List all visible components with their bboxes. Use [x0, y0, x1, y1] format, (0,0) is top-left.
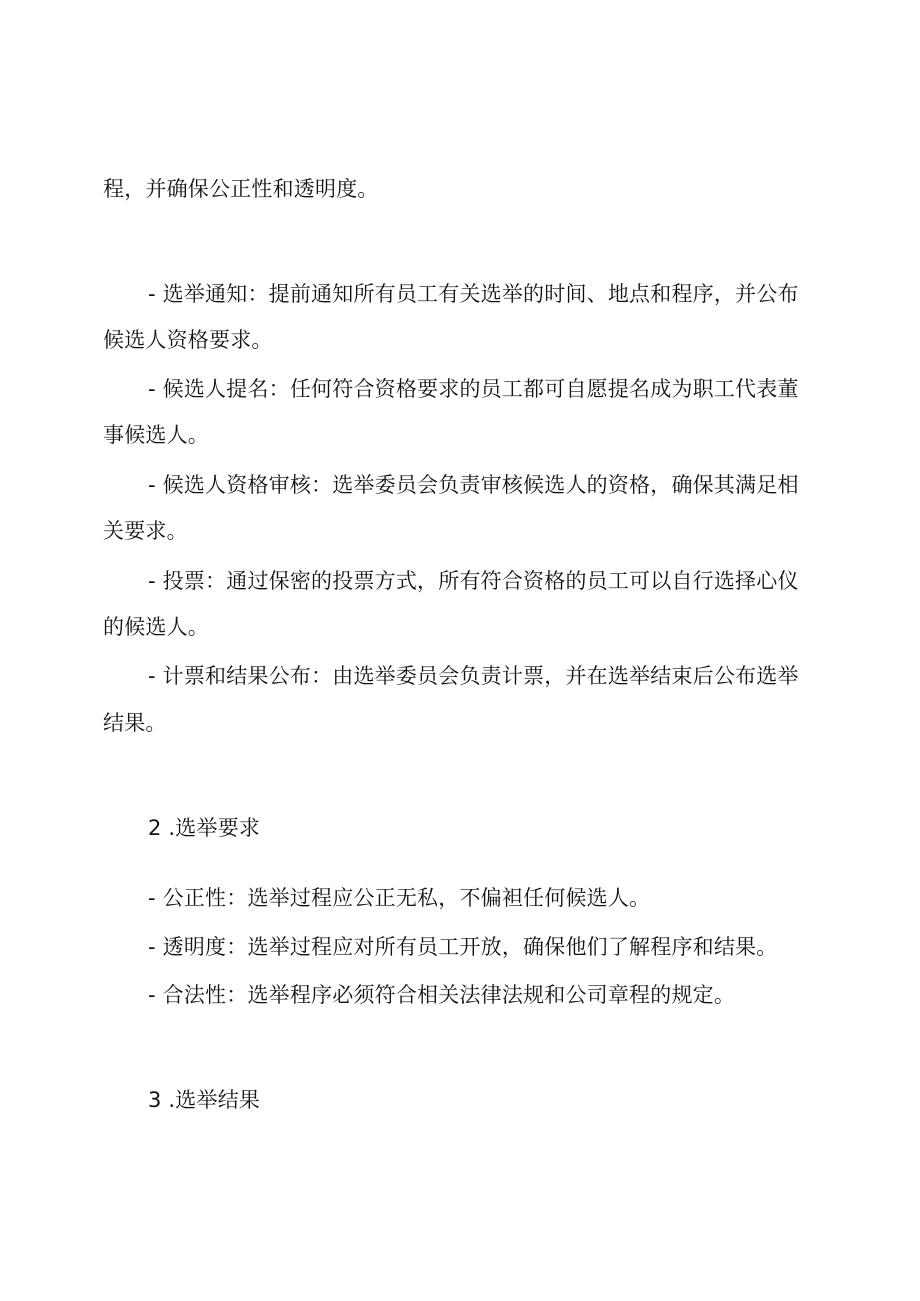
- procedure-item-nomination-line2: 事候选人。: [103, 423, 209, 447]
- requirement-item-legality: - 合法性：选举程序必须符合相关法律法规和公司章程的规定。: [148, 983, 736, 1007]
- procedure-item-vote-line2: 的候选人。: [103, 615, 209, 639]
- requirement-item-fairness: - 公正性：选举过程应公正无私，不偏袒任何候选人。: [148, 886, 651, 910]
- procedure-item-count-line1: - 计票和结果公布：由选举委员会负责计票，并在选举结束后公布选举: [148, 664, 799, 688]
- procedure-item-review-line1: - 候选人资格审核：选举委员会负责审核候选人的资格，确保其满足相: [148, 473, 799, 497]
- section-2-heading: 2 .选举要求: [148, 816, 261, 840]
- intro-tail-text: 程，并确保公正性和透明度。: [103, 177, 379, 201]
- procedure-item-notice-line2: 候选人资格要求。: [103, 328, 273, 352]
- procedure-item-review-line2: 关要求。: [103, 519, 188, 543]
- procedure-item-nomination-line1: - 候选人提名：任何符合资格要求的员工都可自愿提名成为职工代表董: [148, 377, 799, 401]
- procedure-item-notice-line1: - 选举通知：提前通知所有员工有关选举的时间、地点和程序，并公布: [148, 282, 799, 306]
- procedure-item-vote-line1: - 投票：通过保密的投票方式，所有符合资格的员工可以自行选择心仪: [148, 569, 799, 593]
- procedure-item-count-line2: 结果。: [103, 711, 167, 735]
- section-3-heading: 3 .选举结果: [148, 1088, 261, 1112]
- requirement-item-transparency: - 透明度：选举过程应对所有员工开放，确保他们了解程序和结果。: [148, 935, 778, 959]
